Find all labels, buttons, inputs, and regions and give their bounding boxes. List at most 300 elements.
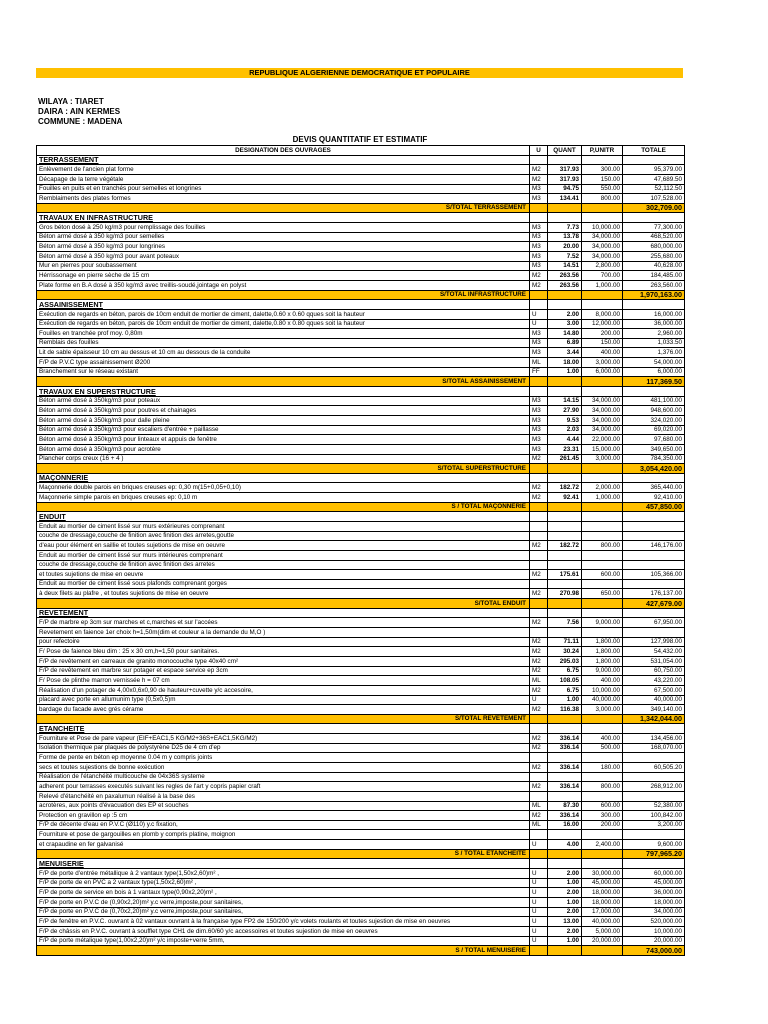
designation-cell: Gros béton dosé à 250 kg/m3 pour remplissage des fouilles <box>37 223 530 233</box>
quantity-cell <box>548 830 582 840</box>
empty-cell <box>623 155 685 165</box>
total-cell: 47,689.50 <box>623 174 685 184</box>
empty-cell <box>530 473 548 483</box>
table-row <box>37 271 685 281</box>
table-row <box>37 647 685 657</box>
unit-price-cell: 6,000.00 <box>582 367 623 377</box>
designation-cell: Mur en pierres pour soubassement <box>37 261 530 271</box>
empty-cell <box>530 387 548 397</box>
quantity-cell: 2.00 <box>548 907 582 917</box>
designation-cell: Fouilles en tranchée prof moy. 0,80m <box>37 329 530 339</box>
unit-cell: M3 <box>530 223 548 233</box>
subtotal-value: 1,342,044.00 <box>623 714 685 724</box>
table-row <box>37 772 685 782</box>
unit-cell <box>530 830 548 840</box>
subtotal-value: 3,054,420.00 <box>623 464 685 474</box>
empty-cell <box>548 473 582 483</box>
unit-price-cell <box>582 550 623 560</box>
section-title: MENUISERIE <box>37 859 530 869</box>
designation-cell: Maçonnerie double parois en briques creuses ep: 0,30 m(15+0,05+0,10) <box>37 483 530 493</box>
subtotal-value: 1,970,163.00 <box>623 290 685 300</box>
unit-cell: ML <box>530 676 548 686</box>
table-row <box>37 782 685 792</box>
section-title-row <box>37 300 685 310</box>
subtotal-label: S/TOTAL ASSAINISSEMENT <box>37 377 530 387</box>
quantity-cell: 317.93 <box>548 165 582 175</box>
unit-price-cell: 2,000.00 <box>582 483 623 493</box>
unit-cell: M2 <box>530 685 548 695</box>
subtotal-label: S/TOTAL INFRASTRUCTURE <box>37 290 530 300</box>
unit-price-cell: 300.00 <box>582 811 623 821</box>
quantity-cell: 336.14 <box>548 734 582 744</box>
empty-cell <box>582 608 623 618</box>
designation-cell: Béton armé dosé à 350kg/m3 pour dalle pleine <box>37 415 530 425</box>
table-row <box>37 695 685 705</box>
designation-cell: acrotères, aux points d'évacuation des EP et souches <box>37 801 530 811</box>
empty-cell <box>623 608 685 618</box>
total-cell <box>623 521 685 531</box>
total-header: TOTALE <box>623 146 685 156</box>
unit-cell: U <box>530 878 548 888</box>
empty-cell <box>530 714 548 724</box>
unit-price-cell: 34,000.00 <box>582 396 623 406</box>
designation-cell: Enduit au mortier de ciment lissé sur murs extérieures comprenant <box>37 521 530 531</box>
quantity-cell <box>548 521 582 531</box>
quantity-cell: 7.52 <box>548 252 582 262</box>
empty-cell <box>530 608 548 618</box>
unit-price-cell: 34,000.00 <box>582 232 623 242</box>
table-row <box>37 261 685 271</box>
table-row <box>37 926 685 936</box>
unit-price-cell: 1,000.00 <box>582 280 623 290</box>
table-row <box>37 406 685 416</box>
table-row <box>37 174 685 184</box>
designation-cell: F/P de porte de service en bois à 1 vantaux type(0,90x2,20)m² , <box>37 888 530 898</box>
empty-cell <box>548 300 582 310</box>
designation-cell: F/P de porte métalique type(1,00x2,20)m² y/c imposte+verre 5mm, <box>37 936 530 946</box>
empty-cell <box>582 387 623 397</box>
table-row <box>37 579 685 589</box>
quantity-cell: 2.00 <box>548 309 582 319</box>
section-title-row <box>37 473 685 483</box>
quantity-cell: 116.38 <box>548 705 582 715</box>
quantity-cell: 14.15 <box>548 396 582 406</box>
designation-cell: F/P de P.V.C type assainissement Ø200 <box>37 358 530 368</box>
empty-cell <box>548 512 582 522</box>
quantity-cell: 23.31 <box>548 444 582 454</box>
empty-cell <box>548 387 582 397</box>
designation-cell: Remblaiments des plates formes <box>37 194 530 204</box>
unit-price-cell: 1,800.00 <box>582 637 623 647</box>
unit-cell <box>530 531 548 541</box>
unit-cell: M3 <box>530 444 548 454</box>
quantity-cell: 263.56 <box>548 271 582 281</box>
empty-cell <box>548 859 582 869</box>
unit-cell: M2 <box>530 763 548 773</box>
quantity-cell: 9.53 <box>548 415 582 425</box>
unit-cell: M2 <box>530 280 548 290</box>
section-title-row <box>37 859 685 869</box>
unit-cell: U <box>530 917 548 927</box>
empty-cell <box>582 155 623 165</box>
empty-cell <box>582 464 623 474</box>
designation-cell: Réalisation d'un potager de 4,00x0,6x0,90 de hauteur+cuvette y/c accesoire, <box>37 685 530 695</box>
unit-cell <box>530 521 548 531</box>
table-row <box>37 676 685 686</box>
total-cell: 54,000.00 <box>623 358 685 368</box>
empty-cell <box>530 849 548 859</box>
subtotal-value: 457,850.00 <box>623 502 685 512</box>
unit-cell: M3 <box>530 194 548 204</box>
section-title: ASSAINISSEMENT <box>37 300 530 310</box>
total-cell: 680,000.00 <box>623 242 685 252</box>
unit-cell: U <box>530 309 548 319</box>
quantity-cell: 317.93 <box>548 174 582 184</box>
unit-cell <box>530 753 548 763</box>
designation-cell: Relevé d'étanchéité en paxalumun réalisé à la base des <box>37 791 530 801</box>
designation-cell: Maçonnerie simple parois en briques creuses ep: 0,10 m <box>37 493 530 503</box>
table-row <box>37 358 685 368</box>
unit-cell: U <box>530 897 548 907</box>
table-row <box>37 415 685 425</box>
empty-cell <box>530 859 548 869</box>
table-row <box>37 705 685 715</box>
total-cell: 268,912.00 <box>623 782 685 792</box>
quantity-cell: 295.03 <box>548 656 582 666</box>
unit-price-cell: 20,000.00 <box>582 936 623 946</box>
designation-cell: Isolation thermique par plaques de polystyrène D25 de 4 cm d'ep <box>37 743 530 753</box>
designation-cell: F/P de porte de en PVC a 2 vantaux type(1,50x2,60)m² , <box>37 878 530 888</box>
total-cell: 60,750.00 <box>623 666 685 676</box>
quantity-cell: 30.24 <box>548 647 582 657</box>
quantity-cell: 182.72 <box>548 483 582 493</box>
quantity-cell: 1.00 <box>548 936 582 946</box>
subtotal-value: 797,965.20 <box>623 849 685 859</box>
designation-cell: Hérrissonage en pierre sèche de 15 cm <box>37 271 530 281</box>
empty-cell <box>582 203 623 213</box>
total-cell: 134,456.00 <box>623 734 685 744</box>
section-title: TERRASSEMENT <box>37 155 530 165</box>
designation-cell: F/P de porte en P.V.C de (0,70x2,20)m² y.c verre,imposte,pour sanitaires, <box>37 907 530 917</box>
unit-cell: M3 <box>530 425 548 435</box>
unit-price-cell: 650.00 <box>582 589 623 599</box>
unit-cell: M2 <box>530 656 548 666</box>
unit-cell: ML <box>530 820 548 830</box>
unit-price-cell: 12,000.00 <box>582 319 623 329</box>
empty-cell <box>530 290 548 300</box>
quantity-cell: 182.72 <box>548 541 582 551</box>
total-cell: 16,000.00 <box>623 309 685 319</box>
designation-cell: Branchement sur le réseau existant <box>37 367 530 377</box>
quantity-cell: 1.00 <box>548 695 582 705</box>
daira-label: DAIRA : AIN KERMES <box>38 107 121 116</box>
empty-cell <box>582 714 623 724</box>
designation-cell: d'eau pour élément en saillie et toutes sujetions de mise en oeuvre <box>37 541 530 551</box>
designation-cell: Béton armé dosé à 350kg/m3 pour linteaux et appuis de fenêtre <box>37 435 530 445</box>
unit-price-cell: 10,000.00 <box>582 685 623 695</box>
table-row <box>37 541 685 551</box>
unit-price-cell <box>582 628 623 638</box>
unit-header: U <box>530 146 548 156</box>
empty-cell <box>582 300 623 310</box>
quantity-cell: 336.14 <box>548 743 582 753</box>
unit-price-cell: 150.00 <box>582 338 623 348</box>
empty-cell <box>548 714 582 724</box>
table-row <box>37 252 685 262</box>
total-cell: 127,998.00 <box>623 637 685 647</box>
designation-cell: Béton armé dosé à 350 kg/m3 pour longrines <box>37 242 530 252</box>
total-cell: 100,842.00 <box>623 811 685 821</box>
unit-cell <box>530 579 548 589</box>
empty-cell <box>530 464 548 474</box>
total-cell: 36,000.00 <box>623 888 685 898</box>
total-cell <box>623 830 685 840</box>
designation-cell: Forme de pente en béton ep moyenne 0.04 m y compris joints <box>37 753 530 763</box>
subtotal-row <box>37 946 685 956</box>
table-row <box>37 493 685 503</box>
unit-price-header: P,UNITR <box>582 146 623 156</box>
designation-cell: F/P de marbre ep 3cm sur marches et c,marches et sur l'accées <box>37 618 530 628</box>
quantity-cell: 2.00 <box>548 869 582 879</box>
designation-cell: Exécution de regards en béton, parois de 10cm enduit de mortier de ciment, dalette,0.80 x 0.80 qques soit la hauteur <box>37 319 530 329</box>
unit-price-cell <box>582 772 623 782</box>
unit-cell: U <box>530 695 548 705</box>
section-title-row <box>37 512 685 522</box>
designation-cell: Béton armé dosé à 350kg/m3 pour escaliers d'entrée + paillasse <box>37 425 530 435</box>
unit-price-cell: 15,000.00 <box>582 444 623 454</box>
empty-cell <box>582 724 623 734</box>
empty-cell <box>548 155 582 165</box>
quantity-cell: 1.00 <box>548 367 582 377</box>
table-row <box>37 869 685 879</box>
total-cell <box>623 550 685 560</box>
empty-cell <box>623 512 685 522</box>
table-row <box>37 840 685 850</box>
unit-price-cell <box>582 579 623 589</box>
unit-cell: M2 <box>530 589 548 599</box>
designation-cell: Enduit au mortier de ciment lissé sous plafonds comprenant gorges <box>37 579 530 589</box>
total-cell: 45,000.00 <box>623 878 685 888</box>
quantity-cell: 14.51 <box>548 261 582 271</box>
unit-cell: FF <box>530 367 548 377</box>
total-cell: 1,033.50 <box>623 338 685 348</box>
subtotal-label: S/TOTAL SUPERSTRUCTURE <box>37 464 530 474</box>
total-cell: 67,950.00 <box>623 618 685 628</box>
quantity-cell <box>548 560 582 570</box>
designation-cell: F/ Pose de faience bleu dim : 25 x 30 cm,h=1,50 pour sanitaires. <box>37 647 530 657</box>
empty-cell <box>548 464 582 474</box>
unit-price-cell: 800.00 <box>582 541 623 551</box>
unit-price-cell <box>582 531 623 541</box>
total-cell <box>623 560 685 570</box>
empty-cell <box>548 849 582 859</box>
unit-cell: M3 <box>530 435 548 445</box>
quantity-cell <box>548 628 582 638</box>
unit-price-cell: 400.00 <box>582 348 623 358</box>
total-cell <box>623 628 685 638</box>
unit-cell: M2 <box>530 666 548 676</box>
section-title: ENDUIT <box>37 512 530 522</box>
unit-price-cell: 550.00 <box>582 184 623 194</box>
empty-cell <box>548 724 582 734</box>
designation-cell: Plate forme en B.A dosé à 350 kg/m3 avec treillis-soudé,jointage en polyst <box>37 280 530 290</box>
unit-cell: M2 <box>530 811 548 821</box>
empty-cell <box>530 300 548 310</box>
total-cell: 168,070.00 <box>623 743 685 753</box>
unit-cell: M3 <box>530 329 548 339</box>
designation-cell: F/ Pose de plinthe marron vernissée h = 07 cm <box>37 676 530 686</box>
table-row <box>37 242 685 252</box>
designation-cell: Fourniture et pose de gargouilles en plomb y compris platine, moignon <box>37 830 530 840</box>
total-cell: 349,650.00 <box>623 444 685 454</box>
total-cell <box>623 791 685 801</box>
empty-cell <box>530 203 548 213</box>
designation-cell: F/P de fenêtre en P.V.C. ouvrant à 02 vantaux ouvrant à la française type FP2 de 150/200 y/c volets roulants et toutes sujestion de mise en oeuvres <box>37 917 530 927</box>
empty-cell <box>548 377 582 387</box>
quantity-cell: 270.98 <box>548 589 582 599</box>
total-cell: 468,520.00 <box>623 232 685 242</box>
table-row <box>37 570 685 580</box>
unit-cell: U <box>530 869 548 879</box>
table-row <box>37 329 685 339</box>
unit-price-cell: 9,000.00 <box>582 618 623 628</box>
table-row <box>37 348 685 358</box>
section-title: ETANCHEITE <box>37 724 530 734</box>
unit-price-cell: 17,000.00 <box>582 907 623 917</box>
unit-price-cell: 2,400.00 <box>582 840 623 850</box>
section-title-row <box>37 155 685 165</box>
section-title-row <box>37 213 685 223</box>
unit-price-cell: 150.00 <box>582 174 623 184</box>
total-cell: 349,140.00 <box>623 705 685 715</box>
unit-price-cell: 34,000.00 <box>582 406 623 416</box>
unit-cell: U <box>530 926 548 936</box>
unit-price-cell: 40,000.00 <box>582 695 623 705</box>
table-row <box>37 319 685 329</box>
unit-cell: M2 <box>530 705 548 715</box>
empty-cell <box>582 946 623 956</box>
quantity-cell <box>548 791 582 801</box>
subtotal-label: S / TOTAL MENUISERIE <box>37 946 530 956</box>
table-row <box>37 637 685 647</box>
unit-price-cell: 1,800.00 <box>582 647 623 657</box>
total-cell: 6,000.00 <box>623 367 685 377</box>
table-row <box>37 550 685 560</box>
quantity-cell: 336.14 <box>548 811 582 821</box>
table-row <box>37 280 685 290</box>
table-row <box>37 531 685 541</box>
subtotal-label: S / TOTAL MAÇONNERIE <box>37 502 530 512</box>
table-row <box>37 753 685 763</box>
table-row <box>37 589 685 599</box>
unit-cell: ML <box>530 801 548 811</box>
quantity-cell: 1.00 <box>548 878 582 888</box>
total-cell: 40,000.00 <box>623 695 685 705</box>
total-cell: 34,000.00 <box>623 907 685 917</box>
unit-cell: M2 <box>530 165 548 175</box>
total-cell: 67,500.00 <box>623 685 685 695</box>
table-row <box>37 936 685 946</box>
unit-price-cell: 34,000.00 <box>582 252 623 262</box>
section-title: REVETEMENT <box>37 608 530 618</box>
table-row <box>37 734 685 744</box>
table-row <box>37 435 685 445</box>
total-cell: 52,380.00 <box>623 801 685 811</box>
table-row <box>37 232 685 242</box>
total-cell: 69,020.00 <box>623 425 685 435</box>
unit-cell: M3 <box>530 261 548 271</box>
quantity-header: QUANT <box>548 146 582 156</box>
unit-price-cell: 22,000.00 <box>582 435 623 445</box>
quantity-cell: 261.45 <box>548 454 582 464</box>
quantity-cell: 20.00 <box>548 242 582 252</box>
empty-cell <box>623 387 685 397</box>
document-title: DEVIS QUANTITATIF ET ESTIMATIF <box>292 135 428 144</box>
table-row <box>37 454 685 464</box>
subtotal-value: 743,000.00 <box>623 946 685 956</box>
unit-price-cell: 3,000.00 <box>582 705 623 715</box>
section-title-row <box>37 724 685 734</box>
total-cell: 365,440.00 <box>623 483 685 493</box>
devis-table <box>36 145 685 956</box>
unit-cell: U <box>530 888 548 898</box>
designation-cell: Béton armé dosé à 350 kg/m3 pour avant poteaux <box>37 252 530 262</box>
quantity-cell: 336.14 <box>548 763 582 773</box>
unit-price-cell: 200.00 <box>582 820 623 830</box>
total-cell <box>623 579 685 589</box>
table-row <box>37 628 685 638</box>
wilaya-label: WILAYA : TIARET <box>38 97 104 106</box>
quantity-cell: 18.00 <box>548 358 582 368</box>
table-row <box>37 521 685 531</box>
unit-price-cell: 3,000.00 <box>582 358 623 368</box>
total-cell: 3,200.00 <box>623 820 685 830</box>
designation-cell: Décapage de la terre végétale <box>37 174 530 184</box>
quantity-cell: 14.80 <box>548 329 582 339</box>
unit-price-cell <box>582 521 623 531</box>
table-row <box>37 820 685 830</box>
quantity-cell: 13.78 <box>548 232 582 242</box>
empty-cell <box>623 724 685 734</box>
empty-cell <box>623 473 685 483</box>
unit-price-cell: 600.00 <box>582 801 623 811</box>
unit-price-cell: 18,000.00 <box>582 888 623 898</box>
quantity-cell: 13.00 <box>548 917 582 927</box>
total-cell: 40,628.00 <box>623 261 685 271</box>
total-cell: 146,176.00 <box>623 541 685 551</box>
quantity-cell: 4.44 <box>548 435 582 445</box>
table-row <box>37 917 685 927</box>
total-cell: 60,000.00 <box>623 869 685 879</box>
designation-header: DESIGNATION DES OUVRAGES <box>37 146 530 156</box>
designation-cell: Lit de sable épaisseur 10 cm au dessus et 10 cm au dessous de la conduite <box>37 348 530 358</box>
empty-cell <box>582 377 623 387</box>
table-row <box>37 223 685 233</box>
designation-cell: pour refectoire <box>37 637 530 647</box>
total-cell: 43,220.00 <box>623 676 685 686</box>
unit-price-cell: 600.00 <box>582 570 623 580</box>
unit-price-cell: 40,000.00 <box>582 917 623 927</box>
designation-cell: F/P de châssis en P.V.C. ouvrant à soufflet type CH1 de dim.60/60 y/c accessoires et toutes sujestion de mise en oeuvres <box>37 926 530 936</box>
designation-cell: couche de dressage,couche de finition avec finition des arretes,goutte <box>37 531 530 541</box>
unit-price-cell: 45,000.00 <box>582 878 623 888</box>
designation-cell: secs et toutes sujestions de bonne exécution <box>37 763 530 773</box>
republic-banner: REPUBLIQUE ALGERIENNE DEMOCRATIQUE ET POPULAIRE <box>36 68 683 78</box>
unit-cell <box>530 550 548 560</box>
empty-cell <box>582 849 623 859</box>
total-cell: 54,432.00 <box>623 647 685 657</box>
unit-price-cell: 5,000.00 <box>582 926 623 936</box>
